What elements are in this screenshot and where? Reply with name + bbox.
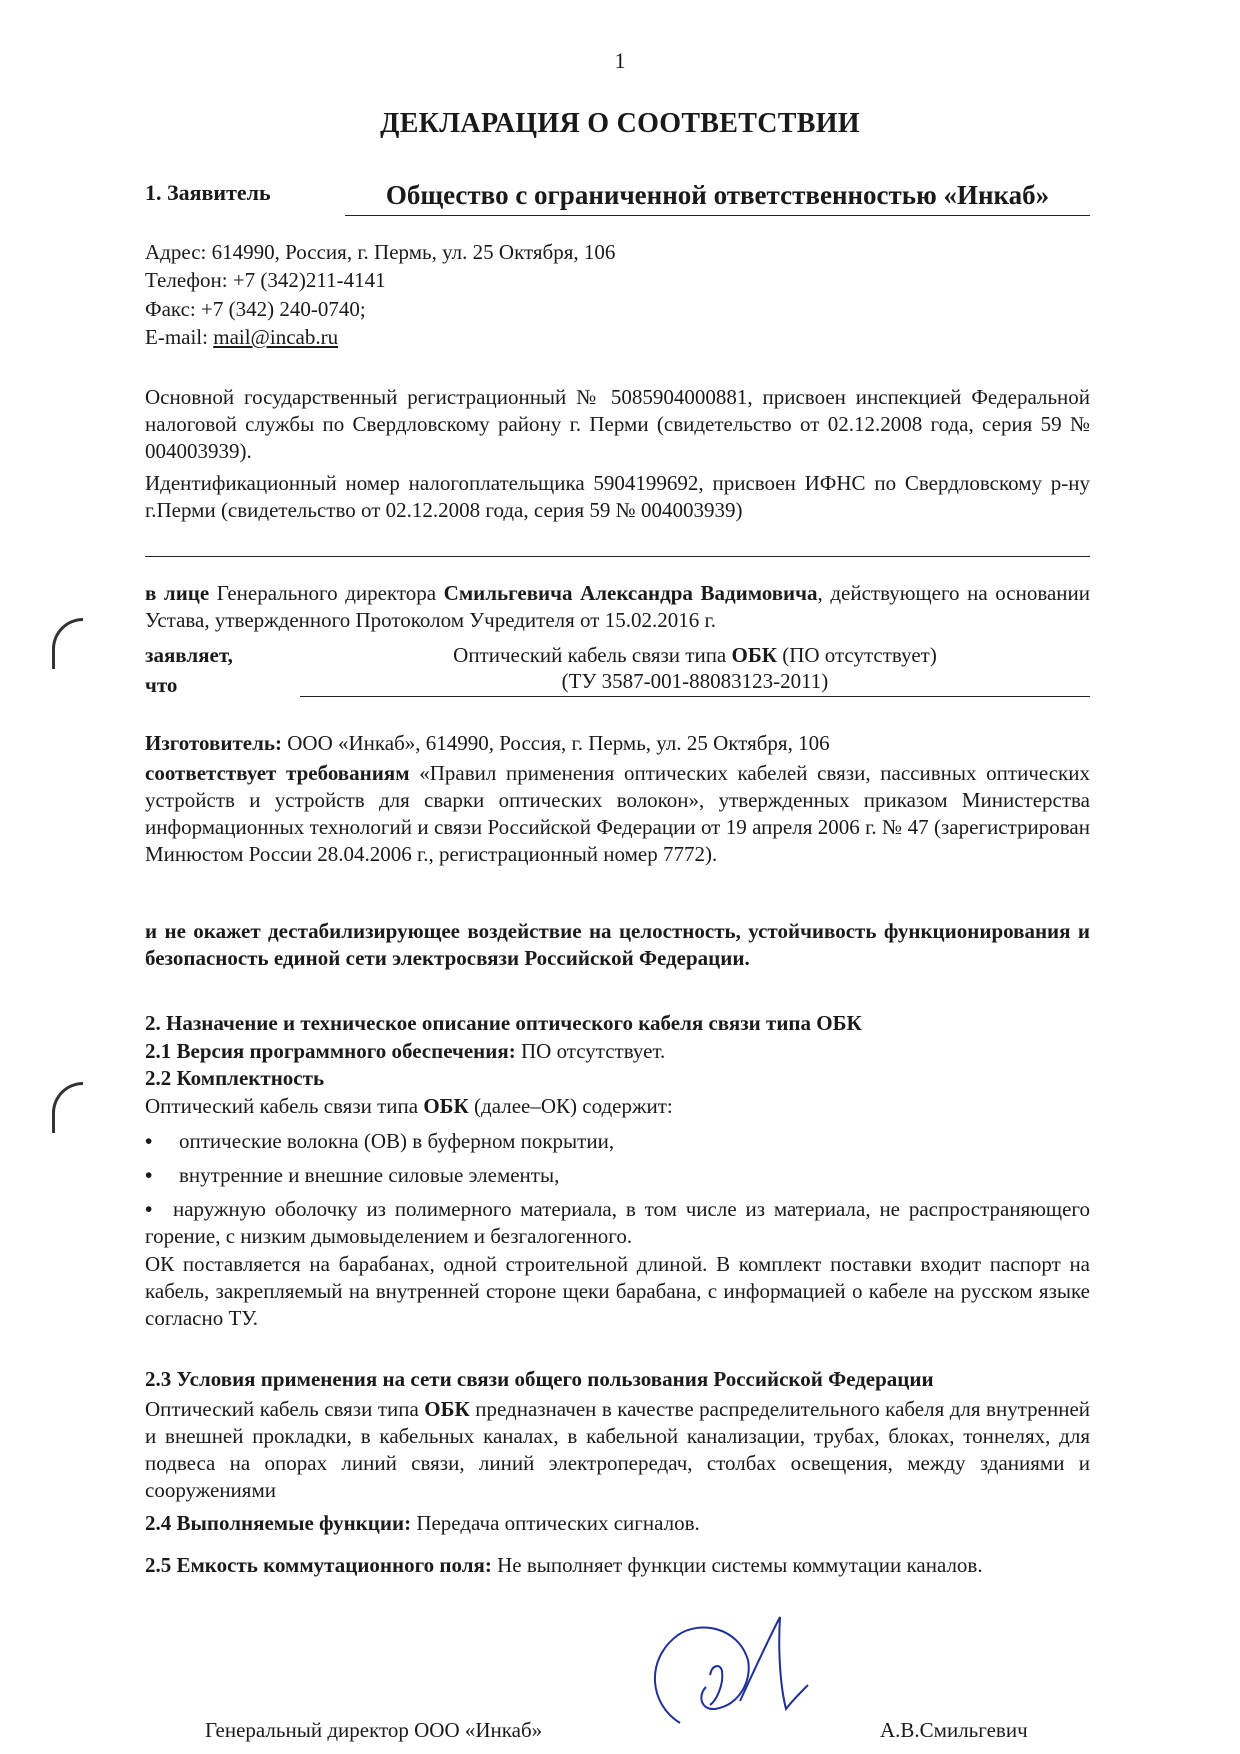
section-2-4-label: 2.4 Выполняемые функции: — [145, 1511, 412, 1535]
section-2-5 — [145, 1552, 1090, 1579]
product-type: ОБК — [731, 643, 777, 667]
list-item-text: оптические волокна (ОВ) в буферном покрытии, — [179, 1129, 615, 1153]
punch-hole-mark — [52, 618, 83, 669]
address-line: Адрес: 614990, Россия, г. Пермь, ул. 25 Октября, 106 — [145, 240, 616, 264]
fax-line: Факс: +7 (342) 240-0740; — [145, 297, 366, 321]
section-2-3-prefix: Оптический кабель связи типа — [145, 1397, 425, 1421]
section-2-2-heading: 2.2 Комплектность — [145, 1066, 325, 1090]
list-item — [145, 1128, 614, 1155]
section-2-5-text: Не выполняет функции системы коммутации каналов. — [491, 1553, 983, 1577]
section-2-3-bold: ОБК — [424, 1397, 470, 1421]
compliance-label: соответствует требованиям — [145, 761, 410, 785]
manufacturer-text: ООО «Инкаб», 614990, Россия, г. Пермь, ул. 25 Октября, 106 — [281, 731, 830, 755]
section-2-2-intro-suffix: (далее–ОК) содержит: — [468, 1094, 673, 1118]
email-label: E-mail: — [145, 325, 214, 349]
signatory-name: А.В.Смильгевич — [880, 1718, 1028, 1742]
section-2-2-intro-prefix: Оптический кабель связи типа — [145, 1094, 424, 1118]
representative-prefix: в лице — [145, 581, 210, 605]
delivery-paragraph: ОК поставляется на барабанах, одной строительной длиной. В комплект поставки входит паспорт на кабель, закрепляемый на внутренней стороне щеки барабана, с информацией о кабеле на русском языке согласно ТУ. — [145, 1252, 1090, 1330]
bullet-icon: • — [145, 1129, 153, 1153]
list-item — [145, 1162, 559, 1189]
section-2-5-label: 2.5 Емкость коммутационного поля: — [145, 1553, 492, 1577]
representative-paragraph — [145, 580, 1090, 634]
product-line — [300, 642, 1090, 669]
ogrn-paragraph: Основной государственный регистрационный № 5085904000881, присвоен инспекцией Федеральной налоговой службы по Свердловскому району г. Перми (свидетельство от 02.12.2008 года, серия 59 № 004003939). — [145, 385, 1090, 463]
bullet-icon: • — [145, 1197, 153, 1221]
section-2-4 — [145, 1510, 700, 1537]
document-title: ДЕКЛАРАЦИЯ О СООТВЕТСТВИИ — [380, 108, 860, 139]
section-2-3-heading: 2.3 Условия применения на сети связи общего пользования Российской Федерации — [145, 1367, 934, 1391]
product-suffix: (ПО отсутствует) — [776, 643, 937, 667]
section-2-1 — [145, 1038, 665, 1065]
representative-name: Смильгевича Александра Вадимовича — [443, 581, 818, 605]
section-2-3-text: предназначен в качестве распределительного кабеля для внутренней и внешней прокладки, в кабельных каналах, в кабельной канализации, трубах, блоках, тоннелях, для подвеса на опорах линий связи, линий электропередач, столбах освещения, между зданиями и сооружениями — [145, 1397, 1090, 1502]
declares-label-1: заявляет, — [145, 643, 233, 667]
declares-label-2: что — [145, 673, 178, 697]
applicant-label: 1. Заявитель — [145, 180, 271, 205]
section-2-1-label: 2.1 Версия программного обеспечения: — [145, 1039, 516, 1063]
signatory-title: Генеральный директор ООО «Инкаб» — [205, 1718, 543, 1742]
compliance-paragraph — [145, 760, 1090, 868]
list-item-text: наружную оболочку из полимерного материала, в том числе из материала, не распространяющего горение, с низким дымовыделением и безгалогенного. — [145, 1197, 1090, 1248]
manufacturer-label: Изготовитель: — [145, 731, 282, 755]
email-link[interactable]: mail@incab.ru — [213, 325, 339, 349]
stability-statement: и не окажет дестабилизирующее воздействие на целостность, устойчивость функционирования и безопасность единой сети электросвязи Российской Федерации. — [145, 919, 1090, 970]
list-item-text: внутренние и внешние силовые элементы, — [179, 1163, 560, 1187]
product-prefix: Оптический кабель связи типа — [453, 643, 732, 667]
compliance-text: «Правил применения оптических кабелей связи, пассивных оптических устройств и устройств для сварки оптических волокон», утвержденных приказом Министерства информационных технологий и связи Российской Федерации от 19 апреля 2006 г. № 47 (зарегистрирован Минюстом России 28.04.2006 г., регистрационный номер 7772). — [145, 761, 1090, 866]
representative-position: Генерального директора — [209, 581, 444, 605]
bullet-icon: • — [145, 1163, 153, 1187]
section-2-2-intro — [145, 1093, 673, 1120]
signature-mark — [640, 1605, 820, 1745]
email-line — [145, 325, 338, 350]
inn-paragraph: Идентификационный номер налогоплательщика 5904199692, присвоен ИФНС по Свердловскому р-ну г.Перми (свидетельство от 02.12.2008 года, серия 59 № 004003939) — [145, 471, 1090, 522]
section-2-3-paragraph — [145, 1396, 1090, 1504]
phone-line: Телефон: +7 (342)211-4141 — [145, 268, 386, 292]
section-divider — [145, 556, 1090, 557]
applicant-name: Общество с ограниченной ответственностью «Инкаб» — [345, 180, 1090, 216]
page-number: 1 — [614, 48, 626, 73]
punch-hole-mark — [52, 1082, 83, 1133]
section-2-heading: 2. Назначение и техническое описание оптического кабеля связи типа ОБК — [145, 1011, 862, 1035]
section-2-4-text: Передача оптических сигналов. — [411, 1511, 700, 1535]
product-spec: (ТУ 3587-001-88083123-2011) — [300, 668, 1090, 697]
section-2-1-text: ПО отсутствует. — [515, 1039, 666, 1063]
manufacturer-line — [145, 730, 830, 757]
representative-rest: , действующего на основании Устава, утвержденного Протоколом Учредителя от 15.02.2016 г. — [145, 581, 1091, 632]
section-2-2-intro-bold: ОБК — [423, 1094, 469, 1118]
list-item — [145, 1196, 1090, 1250]
